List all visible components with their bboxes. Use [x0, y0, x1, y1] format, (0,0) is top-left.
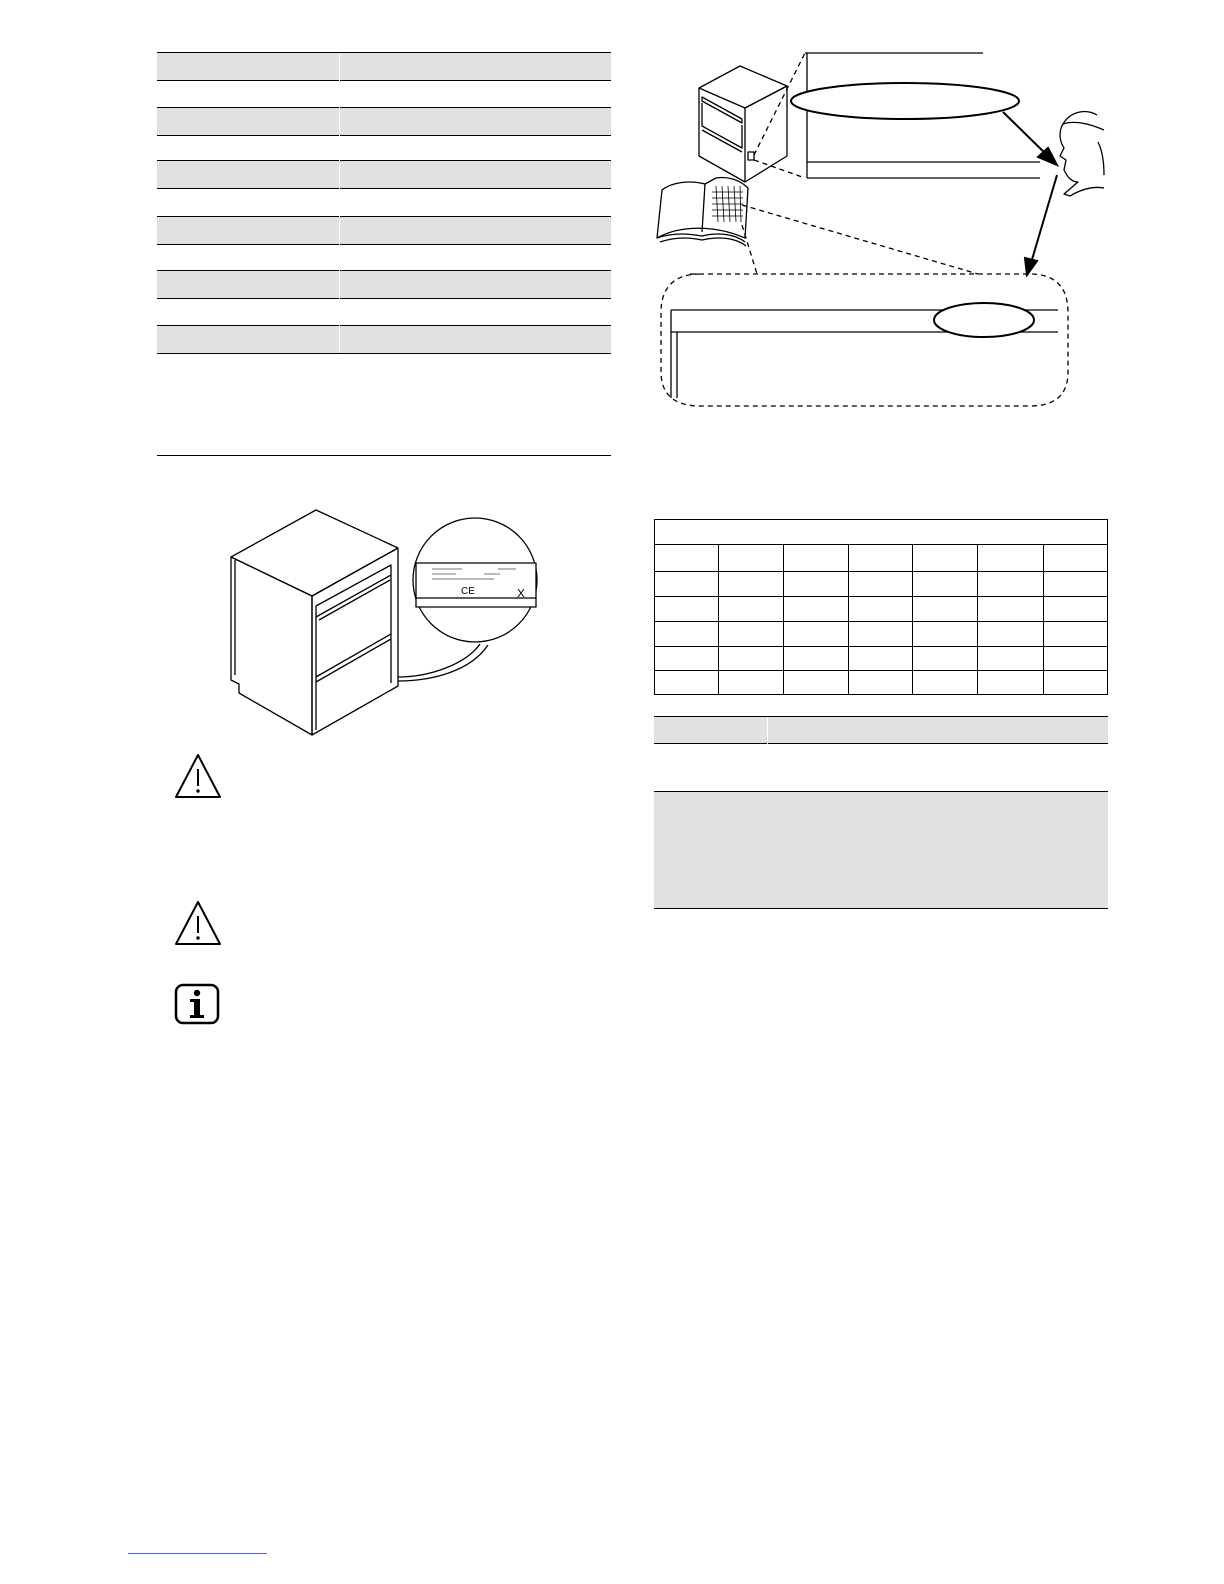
right-grid-table	[654, 519, 1108, 695]
footer-link-underline[interactable]	[128, 1553, 267, 1554]
table-row	[654, 717, 1108, 743]
ce-mark: CE	[461, 586, 475, 597]
table-row	[654, 792, 1108, 908]
